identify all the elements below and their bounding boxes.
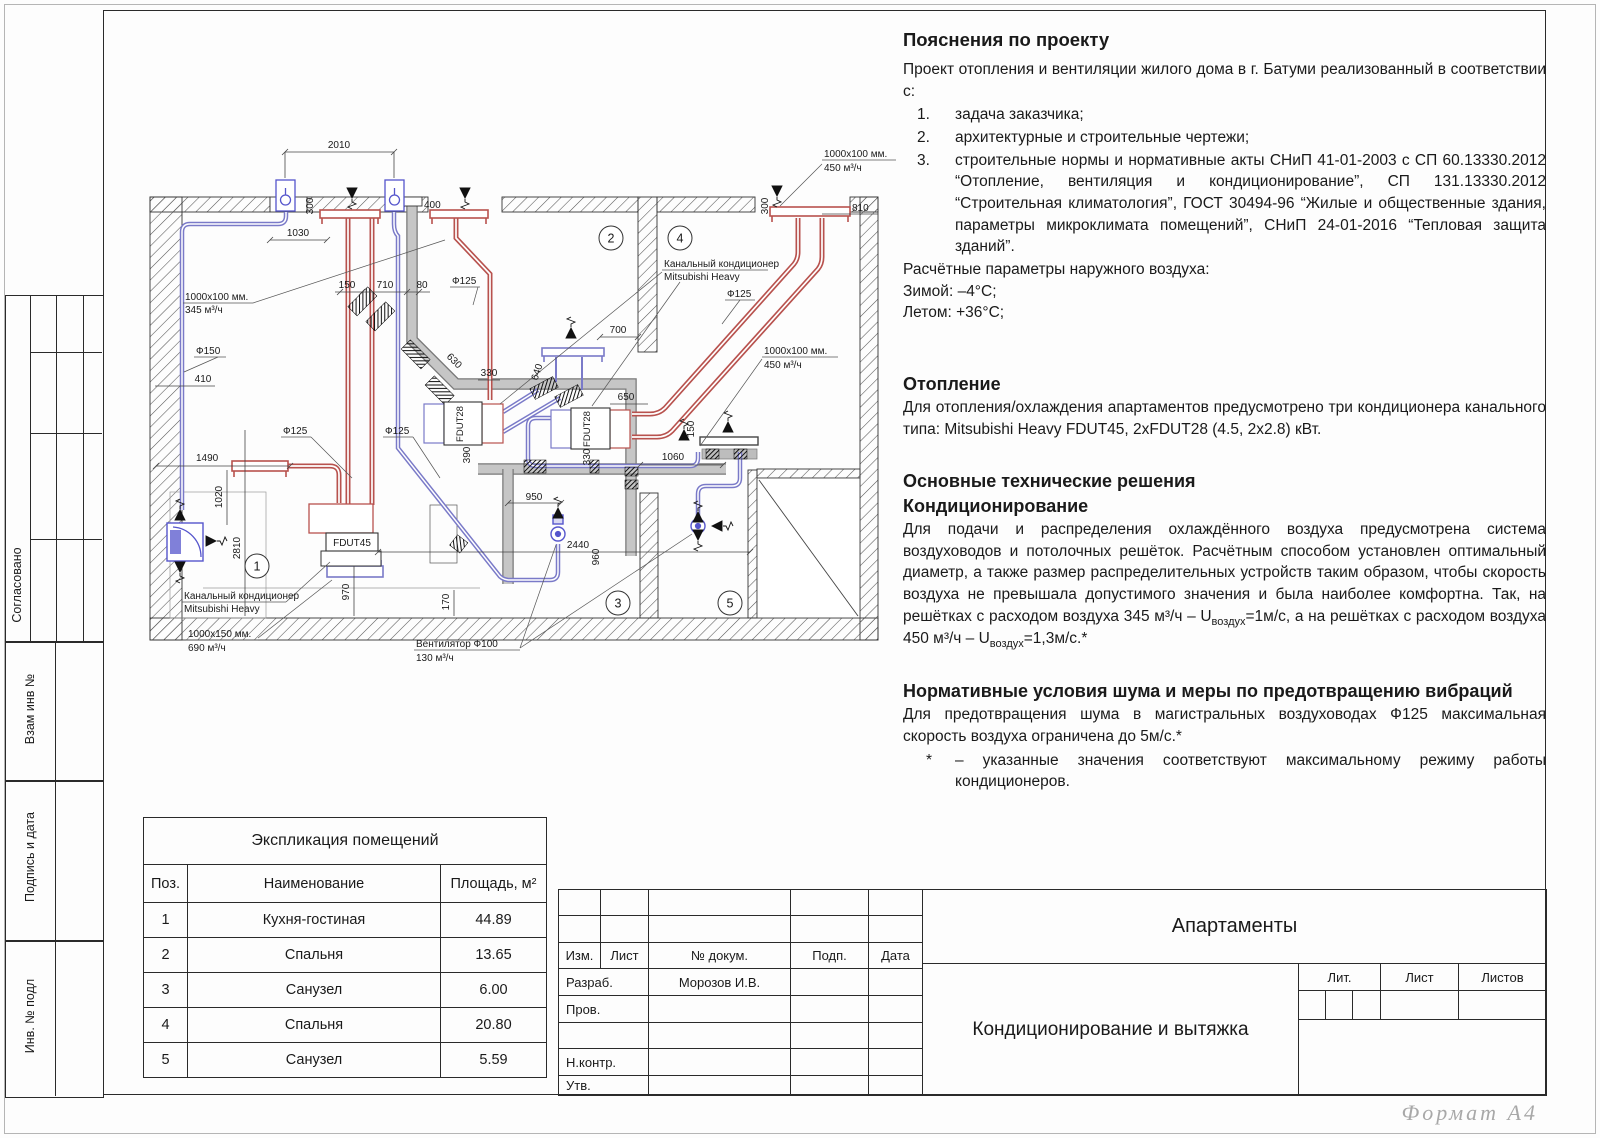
svg-text:1020: 1020: [214, 485, 225, 509]
table-cell: 3: [143, 972, 188, 1008]
svg-text:300: 300: [760, 197, 771, 215]
svg-text:80: 80: [416, 280, 428, 291]
svg-text:Ф125: Ф125: [283, 426, 308, 437]
strip-label-vzam: Взам инв №: [23, 673, 37, 745]
wall-fan: [167, 523, 203, 561]
svg-text:650: 650: [617, 392, 635, 403]
strip-label-inv: Инв. № подл: [23, 978, 37, 1054]
tb-col-data: Дата: [868, 942, 923, 969]
shaft-void: [757, 478, 860, 618]
tb-utv: Утв.: [558, 1075, 649, 1096]
svg-text:410: 410: [194, 374, 212, 385]
strip-label-approved: Согласовано: [10, 547, 24, 623]
fdut45-label: FDUT45: [333, 538, 371, 549]
notes-title: Пояснения по проекту: [903, 29, 1110, 50]
noise-body: Для предотвращения шума в магистральных воздуховодах Ф125 максимальная скорость воздуха ограничена до 5м/с.*: [903, 706, 1546, 746]
tb-prov: Пров.: [558, 995, 649, 1023]
svg-text:390: 390: [462, 446, 473, 464]
notes-item: задача заказчика;: [955, 106, 1084, 124]
svg-text:130 м³/ч: 130 м³/ч: [416, 653, 454, 664]
svg-text:Ф125: Ф125: [727, 289, 752, 300]
notes-item: строительные нормы и нормативные акты СНиП 41-01-2003 с СП 60.13330.2012 “Отопление, вентиляция и кондиционирование”, СП 131.13330.2012 “Строительная климатология”, ГОСТ 30494-96 “Жилые и общественные здания, параметры микроклимата помещений”, СНиП 24-01-2016 “Тепловая защита зданий”.: [955, 151, 1546, 256]
svg-text:640: 640: [529, 362, 546, 382]
solutions-title: Основные технические решения: [903, 470, 1196, 491]
svg-text:2010: 2010: [327, 140, 351, 151]
solutions-subtitle: Кондиционирование: [903, 495, 1089, 516]
svg-text:400: 400: [424, 200, 441, 211]
outdoor-params-title: Расчётные параметры наружного воздуха:: [903, 261, 1210, 279]
noise-title: Нормативные условия шума и меры по предотвращению вибраций: [903, 681, 1513, 702]
tb-sheets: Листов: [1458, 963, 1547, 991]
table-cell: 20.80: [440, 1007, 547, 1043]
fdut28-label: FDUT28: [582, 411, 593, 447]
svg-text:1490: 1490: [196, 453, 219, 464]
svg-text:Mitsubishi Heavy: Mitsubishi Heavy: [664, 272, 740, 283]
notes-item: архитектурные и строительные чертежи;: [955, 128, 1250, 146]
table-cell: Санузел: [187, 972, 441, 1008]
svg-text:150: 150: [686, 420, 697, 438]
table-cell: Спальня: [187, 937, 441, 973]
table-cell: 1: [143, 902, 188, 938]
fdut28-unit-2: [551, 408, 630, 449]
project-notes: [903, 27, 1546, 793]
heating-title: Отопление: [903, 374, 1001, 395]
svg-text:1000x100 мм.: 1000x100 мм.: [185, 292, 249, 303]
tb-sheet: Лист: [1380, 963, 1459, 991]
svg-text:4: 4: [676, 231, 684, 246]
fdut28-label: FDUT28: [455, 406, 466, 442]
svg-text:5: 5: [726, 596, 734, 611]
svg-text:450 м³/ч: 450 м³/ч: [824, 163, 862, 174]
svg-text:1000x150 мм.: 1000x150 мм.: [188, 629, 252, 640]
footnote-text: – указанные значения соответствуют максимальному режиму работы кондиционеров.: [955, 751, 1546, 791]
table-cell: 6.00: [440, 972, 547, 1008]
svg-text:810: 810: [852, 203, 869, 214]
svg-text:1060: 1060: [661, 452, 685, 463]
fdut28-unit-1: [424, 402, 503, 445]
winter-param: Зимой: –4°С;: [903, 282, 997, 300]
svg-text:1: 1: [253, 559, 261, 574]
table-cell: 13.65: [440, 937, 547, 973]
svg-text:Ф125: Ф125: [452, 276, 477, 287]
svg-text:Вентилятор Ф100: Вентилятор Ф100: [416, 639, 498, 650]
svg-text:960: 960: [591, 548, 602, 566]
tb-col-list: Лист: [600, 942, 649, 969]
table-cell: Кухня-гостиная: [187, 902, 441, 938]
explication-title: Экспликация помещений: [143, 817, 547, 865]
svg-text:1030: 1030: [286, 228, 310, 239]
solutions-body: Для подачи и распределения охлаждённого воздуха предусмотрена система воздуховодов и потолочных решёток. Расчётным способом установлен оптимальный диаметр, а также размер распределительных устройств таким образом, чтобы скорость воздуха не превышала допустимого значения и была наиболее комфортна. Так, на решётках с расходом воздуха 345 $м^3/ч - U_{воздух}=1м/с$, а на решётках с расходом воздуха 450 $м^3/ч - U_{воздух}=1,3м/с.*$: [903, 521, 1546, 650]
svg-text:Канальный кондиционер: Канальный кондиционер: [184, 591, 300, 602]
table-cell: Спальня: [187, 1007, 441, 1043]
explication-header-name: Наименование: [187, 864, 441, 903]
svg-text:690 м³/ч: 690 м³/ч: [188, 643, 226, 654]
table-cell: 4: [143, 1007, 188, 1043]
svg-text:345 м³/ч: 345 м³/ч: [185, 305, 223, 316]
tb-lit: Лит.: [1298, 963, 1381, 991]
inline-fan-room3: [551, 515, 565, 541]
footnote: [903, 750, 1546, 793]
table-cell: 2: [143, 937, 188, 973]
tb-nkontr: Н.контр.: [558, 1048, 649, 1076]
strip-label-podpis: Подпись и дата: [23, 812, 37, 902]
table-cell: 44.89: [440, 902, 547, 938]
tb-razrab: Разраб.: [558, 968, 649, 996]
svg-text:970: 970: [341, 583, 352, 601]
summer-param: Летом: +36°С;: [903, 304, 1005, 322]
table-cell: Санузел: [187, 1042, 441, 1078]
format-label: Формат А4: [1401, 1100, 1538, 1125]
svg-text:630: 630: [443, 351, 464, 372]
explication-header-pos: Поз.: [143, 864, 188, 903]
notes-intro: Проект отопления и вентиляции жилого дома в г. Батуми реализованный в соответствии с:: [903, 60, 1546, 100]
fdut45-unit: [309, 504, 381, 566]
svg-text:330: 330: [582, 448, 593, 466]
svg-text:2: 2: [607, 231, 615, 246]
footnote-mark: *: [925, 751, 933, 769]
svg-text:450 м³/ч: 450 м³/ч: [764, 360, 802, 371]
svg-text:950: 950: [525, 492, 543, 503]
svg-text:150: 150: [338, 280, 356, 291]
tb-col-doc: № докум.: [648, 942, 791, 969]
tb-col-izm: Изм.: [558, 942, 601, 969]
table-cell: 5: [143, 1042, 188, 1078]
svg-text:3: 3: [614, 596, 622, 611]
heating-body: Для отопления/охлаждения апартаментов предусмотрено три кондиционера канального типа: Mitsubishi Heavy FDUT45, 2хFDUT28 (4.5, 2х2.8) кВт.: [903, 399, 1546, 439]
explication-header-area: Площадь, м²: [440, 864, 547, 903]
floor-plan: [100, 110, 910, 690]
svg-text:1000x100 мм.: 1000x100 мм.: [764, 346, 828, 357]
svg-text:700: 700: [609, 325, 627, 336]
tb-doc-title: Кондиционирование и вытяжка: [922, 963, 1299, 1096]
svg-text:2810: 2810: [232, 536, 243, 560]
svg-text:710: 710: [376, 280, 394, 291]
svg-text:330: 330: [480, 368, 498, 379]
svg-text:Ф125: Ф125: [385, 426, 410, 437]
svg-text:Mitsubishi Heavy: Mitsubishi Heavy: [184, 604, 260, 615]
notes-list: [903, 104, 1546, 258]
svg-text:1000x100 мм.: 1000x100 мм.: [824, 149, 888, 160]
table-cell: 5.59: [440, 1042, 547, 1078]
tb-col-podp: Подп.: [790, 942, 869, 969]
tb-razrab-name: Морозов И.В.: [648, 968, 791, 996]
svg-text:300: 300: [305, 197, 316, 215]
svg-text:2440: 2440: [566, 540, 590, 551]
svg-text:170: 170: [441, 593, 452, 611]
tb-project-name: Апартаменты: [922, 889, 1547, 964]
svg-text:Канальный кондиционер: Канальный кондиционер: [664, 259, 780, 270]
svg-text:Ф150: Ф150: [196, 346, 221, 357]
